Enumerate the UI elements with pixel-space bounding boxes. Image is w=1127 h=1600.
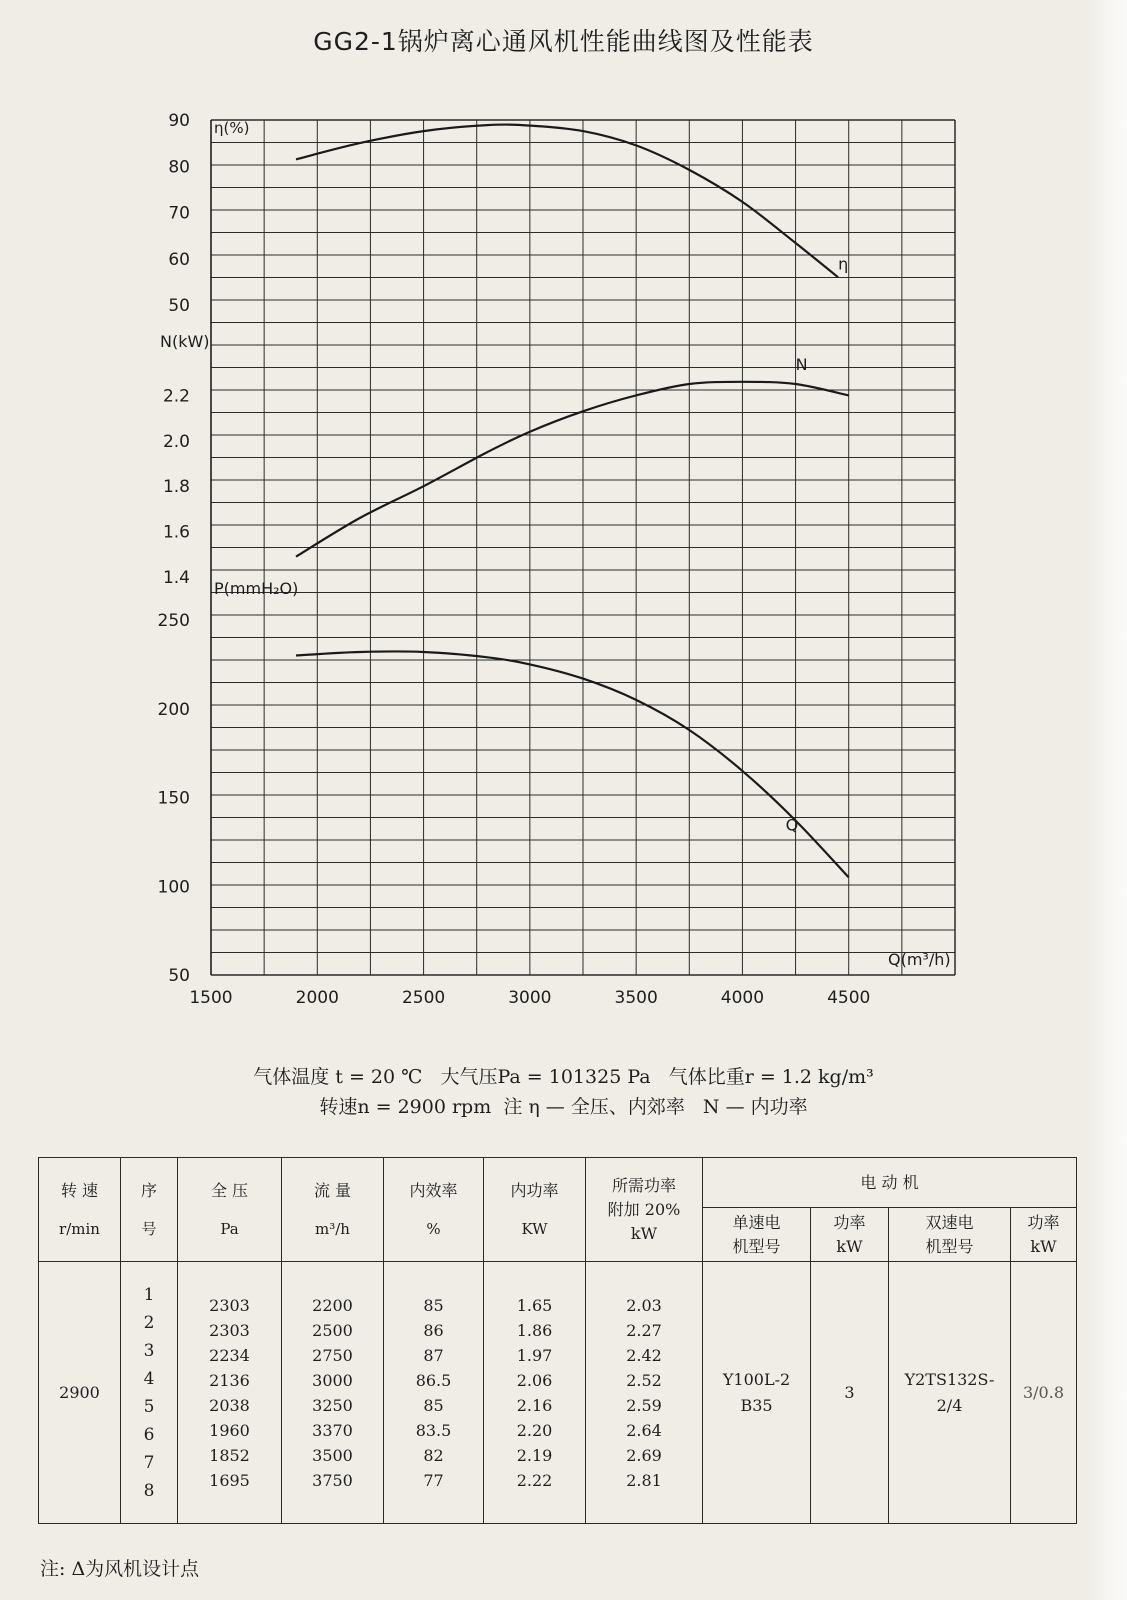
pressure-value-8: 1695 (209, 1470, 250, 1490)
flow-value-5: 3250 (312, 1395, 353, 1415)
y-tick-label-efficiency: 70 (168, 203, 190, 224)
chart-curves (296, 125, 849, 878)
flow-value-2: 2500 (312, 1320, 353, 1340)
x-tick-label: 3000 (508, 988, 552, 1008)
cell-pressure (178, 1262, 282, 1524)
header-power: 内功率 KW (484, 1158, 586, 1262)
efficiency-value-7: 82 (423, 1445, 444, 1465)
cell-efficiency (384, 1262, 484, 1524)
conditions-line-1: 气体温度 t = 20 ℃ 大气压Pa = 101325 Pa 气体比重r = 1.2 kg/m³ (253, 1066, 874, 1088)
x-tick-label: 2500 (401, 988, 446, 1008)
power-value-5: 2.16 (516, 1395, 553, 1415)
curve-label-η: η (838, 254, 849, 274)
power-value-4: 2.06 (516, 1370, 553, 1390)
pressure-list (178, 1293, 281, 1493)
pressure-value-1: 2303 (209, 1295, 250, 1315)
seq-value-6: 6 (143, 1424, 155, 1445)
seq-value-5: 5 (143, 1396, 155, 1417)
cell-seq (121, 1262, 178, 1524)
curve-label-P: Q (785, 815, 799, 835)
efficiency-value-8: 77 (423, 1470, 444, 1490)
power-list (484, 1293, 585, 1493)
y-axis-label-efficiency: η(%) (214, 119, 250, 137)
cell-flow (282, 1262, 384, 1524)
x-axis-label: Q(m³/h) (888, 950, 951, 969)
flow-value-7: 3500 (312, 1445, 353, 1465)
y-tick-label-efficiency: 60 (168, 249, 190, 270)
curve-label-N: N (795, 355, 808, 375)
header-required-power: 所需功率 附加 20% kW (586, 1158, 703, 1262)
y-tick-label-power: 2.2 (162, 386, 190, 407)
y-tick-label-pressure: 50 (168, 966, 190, 986)
header-flow: 流 量 m³/h (282, 1158, 384, 1262)
required-list (586, 1293, 702, 1493)
power-value-6: 2.20 (516, 1420, 553, 1440)
curve-P (296, 651, 849, 877)
chart-grid (211, 120, 955, 975)
efficiency-list (384, 1293, 483, 1493)
power-value-1: 1.65 (516, 1295, 553, 1315)
y-tick-label-power: 1.8 (162, 477, 190, 498)
pressure-value-2: 2303 (209, 1320, 250, 1340)
seq-list (121, 1281, 177, 1505)
y-tick-label-power: 1.6 (162, 522, 190, 543)
y-axis-label-pressure: P(mmH₂O) (214, 579, 299, 598)
header-single-motor-model: 单速电 机型号 (703, 1208, 811, 1262)
x-tick-label: 4000 (720, 988, 765, 1008)
flow-value-6: 3370 (312, 1420, 353, 1440)
y-tick-label-pressure: 200 (157, 699, 190, 720)
required-value-1: 2.03 (626, 1295, 662, 1315)
flow-value-8: 3750 (312, 1470, 353, 1490)
required-value-3: 2.42 (626, 1345, 662, 1365)
y-tick-label-power: 2.0 (162, 431, 190, 452)
power-value-8: 2.22 (516, 1470, 553, 1490)
seq-value-7: 7 (143, 1452, 155, 1473)
pressure-value-6: 1960 (209, 1420, 250, 1440)
flow-value-3: 2750 (312, 1345, 353, 1365)
seq-value-4: 4 (143, 1368, 155, 1389)
y-tick-label-efficiency: 90 (168, 111, 190, 131)
required-value-6: 2.64 (626, 1420, 662, 1440)
cell-dual-motor-power: 3/0.8 (1011, 1262, 1077, 1524)
power-value-7: 2.19 (516, 1445, 553, 1465)
y-tick-label-pressure: 250 (157, 611, 190, 631)
header-single-motor-power: 功率 kW (811, 1208, 889, 1262)
header-pressure: 全 压 Pa (178, 1158, 282, 1262)
efficiency-value-5: 85 (423, 1395, 444, 1415)
pressure-value-7: 1852 (209, 1445, 250, 1465)
header-motor: 电 动 机 (703, 1158, 1077, 1208)
efficiency-value-3: 87 (423, 1345, 444, 1365)
cell-power (484, 1262, 586, 1524)
power-value-2: 1.86 (516, 1320, 553, 1340)
y-tick-label-power: 1.4 (162, 568, 190, 588)
power-value-3: 1.97 (516, 1345, 553, 1365)
page-title: GG2-1锅炉离心通风机性能曲线图及性能表 (313, 27, 814, 56)
y-axis-label-power: N(kW) (160, 332, 210, 351)
required-value-4: 2.52 (626, 1370, 662, 1390)
y-tick-label-efficiency: 80 (168, 157, 190, 178)
seq-value-8: 8 (143, 1480, 155, 1501)
design-point-note: 注: Δ为风机设计点 (40, 1558, 200, 1580)
x-tick-label: 2000 (295, 988, 339, 1008)
efficiency-value-2: 86 (423, 1320, 444, 1340)
cell-single-motor-model: Y100L-2 B35 (703, 1262, 811, 1524)
required-value-5: 2.59 (626, 1395, 662, 1415)
pressure-value-5: 2038 (209, 1395, 250, 1415)
x-tick-label: 1500 (189, 988, 233, 1008)
y-tick-label-pressure: 100 (157, 877, 190, 898)
required-value-2: 2.27 (626, 1320, 662, 1340)
seq-value-3: 3 (143, 1340, 155, 1361)
cell-dual-motor-model: Y2TS132S- 2/4 (889, 1262, 1011, 1524)
header-dual-motor-model: 双速电 机型号 (889, 1208, 1011, 1262)
required-value-8: 2.81 (626, 1470, 662, 1490)
conditions-line-2: 转速n = 2900 rpm 注 η — 全压、内郊率 N — 内功率 (319, 1096, 808, 1118)
efficiency-value-4: 86.5 (415, 1370, 452, 1390)
required-value-7: 2.69 (626, 1445, 662, 1465)
flow-value-1: 2200 (312, 1295, 353, 1315)
curve-N (296, 382, 849, 557)
curve-η (296, 125, 838, 278)
y-tick-label-pressure: 150 (157, 788, 190, 809)
seq-value-1: 1 (143, 1284, 155, 1305)
efficiency-value-1: 85 (423, 1295, 444, 1315)
flow-value-4: 3000 (312, 1370, 353, 1390)
efficiency-value-6: 83.5 (415, 1420, 452, 1440)
x-tick-label: 3500 (614, 988, 658, 1008)
y-tick-label-efficiency: 50 (168, 296, 190, 316)
performance-table (38, 1157, 1077, 1524)
cell-single-motor-power: 3 (811, 1262, 889, 1524)
header-efficiency: 内效率 % (384, 1158, 484, 1262)
cell-speed: 2900 (39, 1262, 121, 1524)
flow-list (282, 1293, 383, 1493)
pressure-value-4: 2136 (209, 1370, 250, 1390)
seq-value-2: 2 (143, 1312, 155, 1333)
pressure-value-3: 2234 (209, 1345, 250, 1365)
chart-labels (158, 111, 951, 1008)
cell-required (586, 1262, 703, 1524)
header-dual-motor-power: 功率 kW (1011, 1208, 1077, 1262)
x-tick-label: 4500 (827, 988, 871, 1008)
header-seq: 序 号 (121, 1158, 178, 1262)
header-speed: 转 速 r/min (39, 1158, 121, 1262)
